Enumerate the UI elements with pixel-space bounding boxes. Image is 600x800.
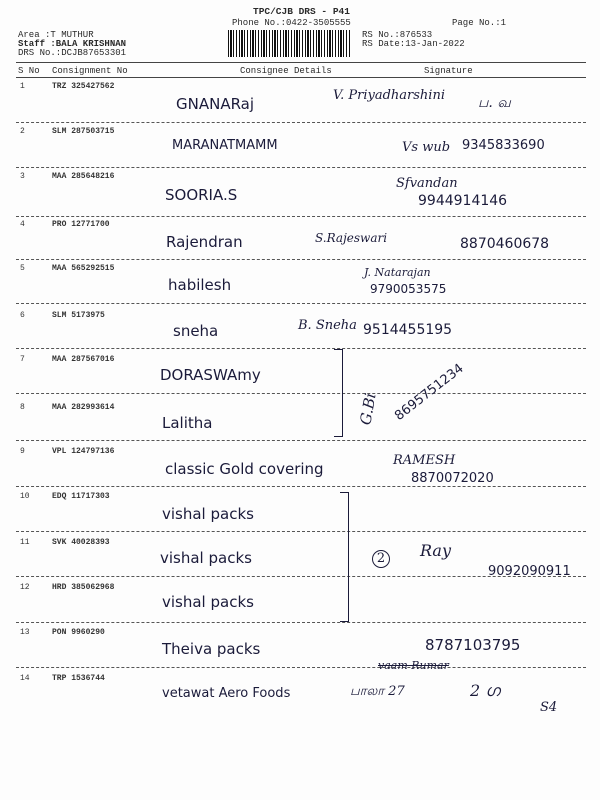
row-divider (16, 122, 586, 123)
sheet-title: TPC/CJB DRS - P41 (253, 6, 350, 17)
phone-handwritten: 9092090911 (488, 564, 571, 579)
row-divider (16, 576, 586, 577)
header-divider-bottom (16, 77, 586, 78)
row-sno: 14 (20, 674, 30, 683)
consignment-no: MAA 287567016 (52, 355, 115, 364)
phone-handwritten: 9944914146 (418, 193, 508, 209)
row-sno: 2 (20, 127, 25, 136)
consignment-no: MAA 565292515 (52, 264, 115, 273)
row-divider (16, 440, 586, 441)
row-divider (16, 393, 586, 394)
signature-scribble: S4 (540, 700, 558, 715)
row-sno: 7 (20, 355, 25, 364)
row-sno: 6 (20, 311, 25, 320)
consignment-no: HRD 385062968 (52, 583, 115, 592)
page-number: Page No.:1 (452, 18, 507, 28)
consignee-name: vishal packs (160, 549, 252, 567)
consignment-no: MAA 282993614 (52, 403, 115, 412)
consignment-no: TRP 1536744 (52, 674, 105, 683)
row-divider (16, 216, 586, 217)
consignment-no: EDQ 11717303 (52, 492, 110, 501)
staff-label: Staff :BALA KRISHNAN (18, 39, 127, 49)
row-divider (16, 667, 586, 668)
consignee-name: MARANATMAMM (172, 138, 278, 153)
consignee-name: Lalitha (162, 414, 213, 432)
consignment-no: PRO 12771700 (52, 220, 110, 229)
phone-number: Phone No.:0422-3505555 (232, 18, 351, 28)
phone-handwritten: 8870072020 (411, 471, 494, 486)
consignee-name: GNANARaj (176, 95, 255, 113)
phone-handwritten: 9514455195 (363, 322, 453, 338)
row-divider (16, 622, 586, 623)
signature: J. Natarajan (364, 266, 431, 279)
phone-handwritten: 8870460678 (460, 236, 550, 252)
row-sno: 10 (20, 492, 30, 501)
row-divider (16, 167, 586, 168)
phone-handwritten: 8787103795 (425, 636, 521, 654)
row-sno: 11 (20, 538, 30, 547)
row-sno: 3 (20, 172, 25, 181)
consignment-no: SLM 5173975 (52, 311, 105, 320)
consignment-no: PON 9960290 (52, 628, 105, 637)
signature-scribble: பாலா 27 (350, 684, 405, 699)
signature-scribble: ப. வ (478, 95, 511, 111)
consignee-name: SOORIA.S (165, 186, 238, 204)
row-divider (16, 531, 586, 532)
barcode-image (228, 30, 350, 57)
col-sno: S No (18, 66, 40, 76)
row-sno: 8 (20, 403, 25, 412)
row-sno: 13 (20, 628, 30, 637)
group-bracket (340, 492, 349, 622)
signature: RAMESH (393, 453, 456, 468)
rs-date: RS Date:13-Jan-2022 (362, 39, 465, 49)
row-divider (16, 348, 586, 349)
consignee-name: Theiva packs (162, 640, 261, 658)
row-divider (16, 259, 586, 260)
consignment-no: SVK 40028393 (52, 538, 110, 547)
signature: B. Sneha (298, 318, 357, 333)
header-divider (16, 62, 586, 63)
consignee-name: sneha (173, 322, 219, 340)
col-consignee: Consignee Details (240, 66, 332, 76)
col-consignment: Consignment No (52, 66, 128, 76)
consignee-name: vishal packs (162, 593, 254, 611)
row-sno: 9 (20, 447, 25, 456)
phone-handwritten: 8695751234 (392, 361, 467, 424)
signature: S.Rajeswari (315, 231, 388, 245)
consignment-no: VPL 124797136 (52, 447, 115, 456)
row-sno: 12 (20, 583, 30, 592)
consignee-name: vishal packs (162, 505, 254, 523)
signature: V. Priyadharshini (333, 88, 445, 103)
phone-handwritten: 9345833690 (462, 138, 545, 153)
consignee-name: DORASWAmy (160, 366, 261, 384)
row-sno: 5 (20, 264, 25, 273)
signature-scribble: Sfvandan (396, 176, 458, 191)
signature-scribble: Ray (420, 541, 451, 560)
consignee-name: habilesh (168, 276, 232, 294)
consignment-no: MAA 285648216 (52, 172, 115, 181)
group-bracket (334, 349, 343, 437)
consignment-no: TRZ 325427562 (52, 82, 115, 91)
signature-scribble: 2 ഗ (470, 681, 500, 700)
row-sno: 4 (20, 220, 25, 229)
consignee-name: vetawat Aero Foods (162, 686, 291, 701)
signature-scribble: Vs wub (402, 140, 451, 155)
circled-number: 2 (372, 550, 390, 568)
signature-scribble: G.Bi (356, 391, 380, 427)
consignee-name: classic Gold covering (165, 460, 324, 478)
signature-scribble: vaam Rumar (378, 659, 449, 672)
area-label: Area :T MUTHUR (18, 30, 94, 40)
consignment-no: SLM 287503715 (52, 127, 115, 136)
phone-handwritten: 9790053575 (370, 282, 447, 296)
row-divider (16, 303, 586, 304)
rs-number: RS No.:876533 (362, 30, 433, 40)
drs-number: DRS No.:DCJB87653301 (18, 48, 127, 58)
row-divider (16, 486, 586, 487)
col-signature: Signature (424, 66, 473, 76)
row-sno: 1 (20, 82, 25, 91)
consignee-name: Rajendran (166, 233, 243, 251)
